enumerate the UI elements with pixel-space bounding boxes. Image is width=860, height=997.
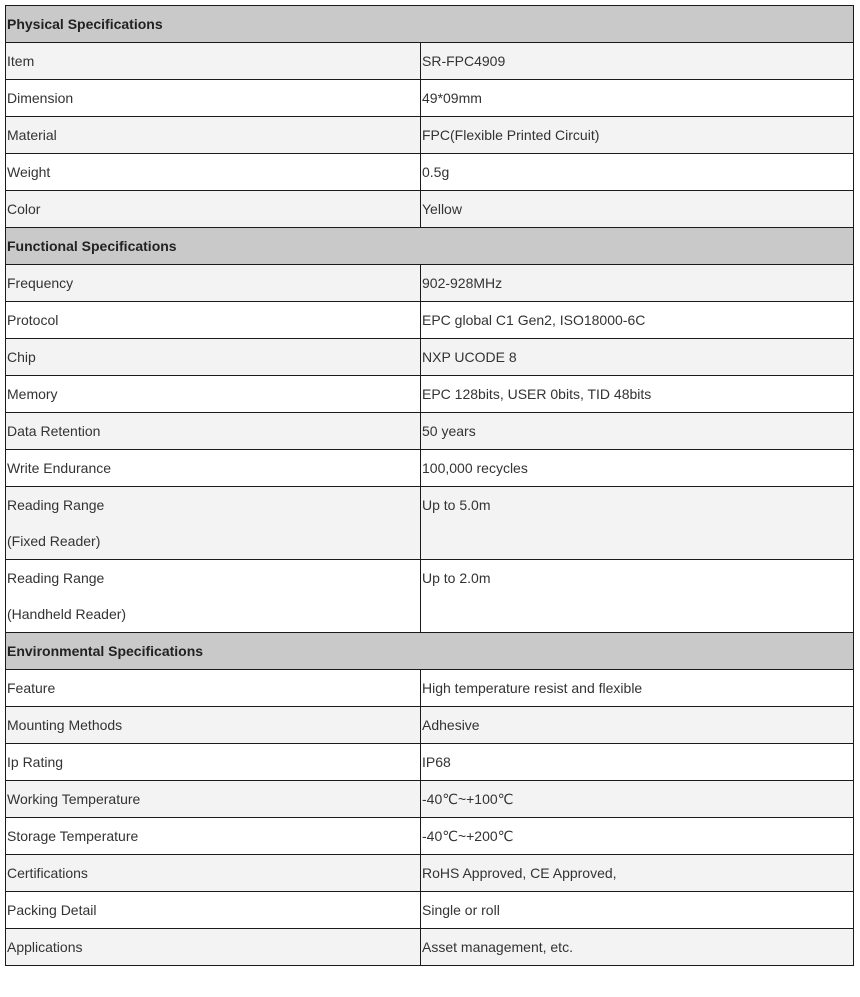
spec-label-line1: Reading Range <box>7 497 105 513</box>
table-row <box>6 339 854 376</box>
spec-value: High temperature resist and flexible <box>421 670 854 707</box>
table-row <box>6 80 854 117</box>
table-row <box>6 154 854 191</box>
table-row-reading-range-handheld <box>6 560 854 633</box>
table-row <box>6 670 854 707</box>
table-row <box>6 744 854 781</box>
spec-value: 100,000 recycles <box>421 450 854 487</box>
table-row <box>6 265 854 302</box>
spec-label: Weight <box>6 154 421 191</box>
table-row <box>6 929 854 966</box>
spec-label: Protocol <box>6 302 421 339</box>
section-header-environmental <box>6 633 854 670</box>
spec-label: Working Temperature <box>6 781 421 818</box>
spec-label: Color <box>6 191 421 228</box>
spec-value: RoHS Approved, CE Approved, <box>421 855 854 892</box>
spec-value: Asset management, etc. <box>421 929 854 966</box>
specifications-table <box>5 5 854 966</box>
spec-value: Yellow <box>421 191 854 228</box>
spec-label: Storage Temperature <box>6 818 421 855</box>
spec-value: 902-928MHz <box>421 265 854 302</box>
spec-value: -40℃~+200℃ <box>421 818 854 855</box>
section-header-functional <box>6 228 854 265</box>
spec-value: NXP UCODE 8 <box>421 339 854 376</box>
spec-value: 49*09mm <box>421 80 854 117</box>
spec-label: Applications <box>6 929 421 966</box>
spec-label-line2: (Fixed Reader) <box>7 533 101 549</box>
spec-value: -40℃~+100℃ <box>421 781 854 818</box>
spec-label: Ip Rating <box>6 744 421 781</box>
table-row <box>6 191 854 228</box>
table-row <box>6 43 854 80</box>
spec-value: 50 years <box>421 413 854 450</box>
spec-value: SR-FPC4909 <box>421 43 854 80</box>
table-row-reading-range-fixed <box>6 487 854 560</box>
table-row <box>6 117 854 154</box>
table-row <box>6 707 854 744</box>
table-row <box>6 781 854 818</box>
spec-label: Item <box>6 43 421 80</box>
table-row <box>6 413 854 450</box>
spec-label: Packing Detail <box>6 892 421 929</box>
spec-label: Dimension <box>6 80 421 117</box>
table-row <box>6 450 854 487</box>
spec-value: Single or roll <box>421 892 854 929</box>
spec-label: Frequency <box>6 265 421 302</box>
spec-label: Material <box>6 117 421 154</box>
table-row <box>6 855 854 892</box>
spec-label: Certifications <box>6 855 421 892</box>
spec-label-line2: (Handheld Reader) <box>7 606 127 622</box>
section-title: Physical Specifications <box>6 6 854 43</box>
table-row <box>6 818 854 855</box>
spec-value: Adhesive <box>421 707 854 744</box>
spec-label <box>6 487 421 560</box>
section-header-physical <box>6 6 854 43</box>
spec-value: 0.5g <box>421 154 854 191</box>
spec-label: Feature <box>6 670 421 707</box>
spec-label: Memory <box>6 376 421 413</box>
section-title: Environmental Specifications <box>6 633 854 670</box>
spec-label <box>6 560 421 633</box>
spec-value: Up to 5.0m <box>421 487 854 560</box>
spec-label: Chip <box>6 339 421 376</box>
spec-label-line1: Reading Range <box>7 570 105 586</box>
table-row <box>6 376 854 413</box>
spec-value: Up to 2.0m <box>421 560 854 633</box>
spec-label: Write Endurance <box>6 450 421 487</box>
table-row <box>6 302 854 339</box>
spec-value: FPC(Flexible Printed Circuit) <box>421 117 854 154</box>
spec-value: EPC 128bits, USER 0bits, TID 48bits <box>421 376 854 413</box>
section-title: Functional Specifications <box>6 228 854 265</box>
table-row <box>6 892 854 929</box>
spec-value: IP68 <box>421 744 854 781</box>
spec-label: Data Retention <box>6 413 421 450</box>
spec-label: Mounting Methods <box>6 707 421 744</box>
spec-value: EPC global C1 Gen2, ISO18000-6C <box>421 302 854 339</box>
